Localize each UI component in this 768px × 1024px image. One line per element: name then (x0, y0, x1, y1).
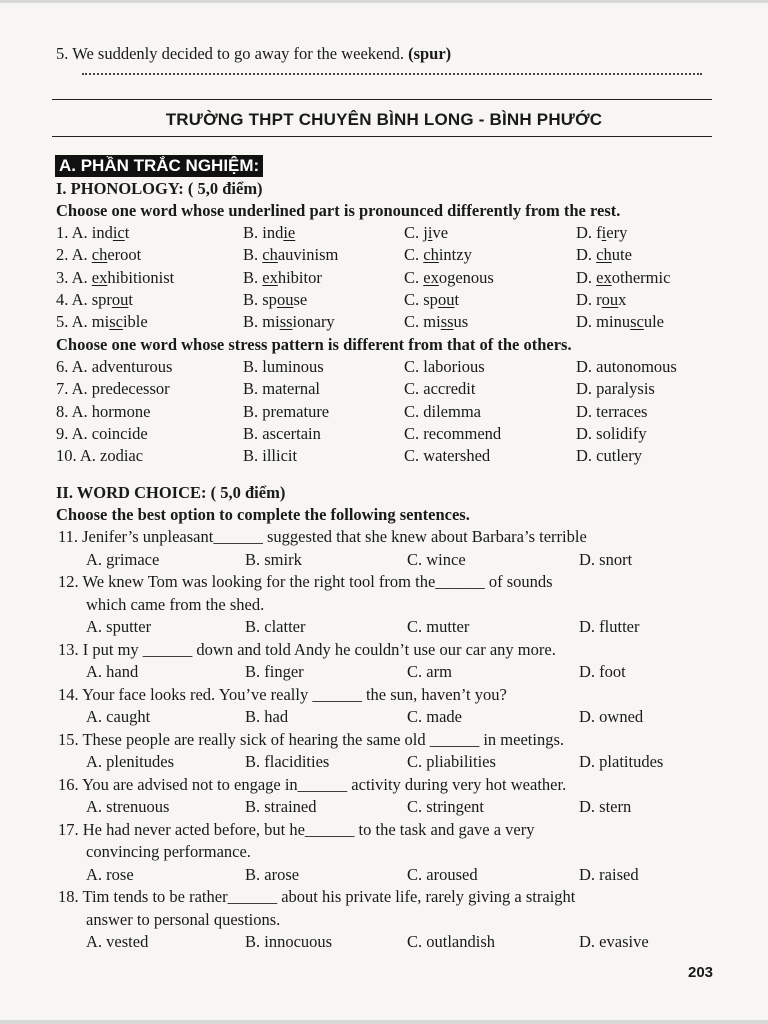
option-text: t (124, 223, 130, 242)
stress-option: D. cutlery (576, 446, 642, 466)
phonology-option (56, 223, 129, 243)
option-text: auvinism (277, 245, 339, 265)
answer-option: C. made (407, 707, 462, 726)
answer-option: D. raised (579, 864, 639, 884)
answer-option: D. stern (579, 797, 632, 816)
answer-option: B. strained (245, 797, 317, 816)
underlined-part: sc (109, 312, 123, 332)
option-text: intzy (438, 245, 472, 265)
question-stem: 13. I put my ______ down and told Andy he couldn’t use our car any more. (58, 639, 556, 659)
option-text: hibitor (277, 267, 322, 287)
option-text: B. ind (243, 223, 284, 242)
option-text: C. sp (404, 289, 438, 309)
answer-option: A. strenuous (86, 797, 170, 816)
stress-option: C. accredit (404, 379, 476, 399)
option-text: us (453, 312, 469, 332)
answer-option: B. innocuous (245, 932, 333, 951)
stress-option: C. recommend (404, 423, 502, 443)
stress-option: C. laborious (404, 357, 485, 376)
stress-option: B. luminous (243, 357, 324, 376)
option-text: se (293, 289, 308, 309)
answer-option: B. finger (245, 662, 304, 681)
option-text: C. (404, 245, 424, 265)
phonology-option (243, 245, 338, 265)
option-text: ule (643, 312, 665, 332)
underlined-part: ch (91, 245, 108, 265)
stress-option: B. premature (243, 401, 330, 421)
option-text: x (618, 289, 627, 309)
stress-option: 6. A. adventurous (56, 357, 173, 376)
answer-option: C. wince (407, 549, 466, 569)
answer-option: C. stringent (407, 797, 484, 816)
underlined-part: ch (423, 245, 439, 265)
answer-option: B. smirk (245, 549, 302, 569)
answer-option: C. mutter (407, 617, 470, 636)
underlined-part: i (427, 223, 433, 242)
answer-option: A. grimace (86, 549, 160, 569)
option-text: 1. A. ind (56, 223, 113, 242)
phonology-instruction-1: Choose one word whose underlined part is pronounced differently from the rest. (56, 201, 621, 220)
phonology-option (576, 223, 627, 243)
option-text: ute (611, 245, 632, 265)
answer-option: A. sputter (86, 617, 152, 636)
phonology-option (56, 312, 148, 332)
phonology-option (404, 245, 472, 265)
question-stem: 15. These people are really sick of hearing the same old ______ in meetings. (58, 729, 565, 749)
option-text: D. (576, 267, 597, 287)
option-text: t (454, 289, 460, 309)
answer-option: A. caught (86, 707, 151, 726)
stress-option: B. maternal (243, 379, 320, 399)
answer-option: A. vested (86, 932, 149, 951)
underlined-part: ch (596, 245, 612, 265)
phonology-option (576, 312, 664, 332)
answer-option: D. flutter (579, 617, 640, 636)
option-text: othermic (611, 267, 671, 287)
underlined-part: ch (262, 245, 278, 265)
stress-option: C. watershed (404, 446, 491, 466)
word-choice-instruction: Choose the best option to complete the following sentences. (56, 505, 470, 524)
option-text: B. (243, 267, 263, 287)
option-text: 5. A. mi (56, 312, 110, 332)
answer-option: C. arm (407, 662, 452, 681)
answer-option: B. clatter (245, 617, 306, 636)
answer-option: B. flacidities (245, 752, 330, 771)
stress-option: 7. A. predecessor (56, 379, 170, 399)
phonology-option (576, 290, 626, 310)
answer-option: C. pliabilities (407, 752, 496, 771)
phonology-instruction-2: Choose one word whose stress pattern is different from that of the others. (56, 335, 572, 354)
option-text: 4. A. spr (56, 289, 112, 309)
underlined-part: ic (112, 223, 125, 242)
top-question: 5. We suddenly decided to go away for the weekend. (spur) (56, 44, 452, 63)
option-text: D. f (576, 223, 602, 242)
option-text: t (128, 289, 134, 309)
answer-option: D. evasive (579, 932, 649, 951)
question-continuation: which came from the shed. (86, 594, 265, 614)
answer-option: B. arose (245, 864, 300, 884)
option-text: D. (576, 245, 597, 265)
option-text: C. j (404, 223, 428, 242)
underlined-part: ie (283, 223, 296, 242)
question-stem: 17. He had never acted before, but he______ to the task and gave a very (58, 819, 535, 839)
phonology-option (56, 245, 141, 265)
underlined-part: ex (423, 267, 439, 287)
underlined-part: ex (262, 267, 278, 287)
option-text: ible (122, 312, 148, 332)
page-number: 203 (688, 964, 714, 981)
stress-option: 9. A. coincide (56, 423, 148, 443)
phonology-option (243, 223, 295, 243)
stress-option: B. illicit (243, 446, 298, 466)
word-choice-heading: II. WORD CHOICE: ( 5,0 điểm) (56, 483, 286, 502)
phonology-option (576, 245, 632, 265)
option-text: B. (243, 245, 263, 265)
stress-option: 10. A. zodiac (56, 446, 144, 466)
underlined-part: ou (111, 289, 129, 309)
option-text: ery (606, 223, 628, 242)
option-text: ve (432, 223, 449, 242)
phonology-option (243, 290, 307, 310)
phonology-option (243, 268, 322, 288)
question-stem: 11. Jenifer’s unpleasant______ suggested that she knew about Barbara’s terrible (58, 527, 587, 546)
phonology-option (243, 312, 335, 332)
divider-bottom (52, 136, 712, 137)
underlined-part: ss (440, 312, 454, 332)
answer-option: C. outlandish (407, 932, 496, 951)
option-text: ogenous (438, 267, 494, 287)
option-text: hibitionist (107, 267, 175, 287)
school-title: TRƯỜNG THPT CHUYÊN BÌNH LONG - BÌNH PHƯỚC (165, 110, 603, 129)
question-continuation: convincing performance. (86, 842, 251, 861)
stress-option: D. paralysis (576, 379, 655, 399)
answer-option: D. platitudes (579, 752, 664, 771)
question-stem: 14. Your face looks red. You’ve really ______ the sun, haven’t you? (58, 684, 507, 704)
option-text: B. sp (243, 289, 277, 309)
answer-option: A. rose (86, 864, 134, 884)
stress-option: B. ascertain (243, 423, 321, 443)
question-stem: 18. Tim tends to be rather______ about his private life, rarely giving a straight (58, 887, 576, 906)
question-continuation: answer to personal questions. (86, 909, 281, 929)
question-stem: 12. We knew Tom was looking for the right tool from the______ of sounds (58, 572, 553, 591)
option-text: 2. A. (56, 245, 92, 265)
stress-option: D. autonomous (576, 357, 677, 376)
phonology-option (404, 223, 448, 243)
scan-edge-bottom (0, 1020, 768, 1024)
option-text: B. mi (243, 312, 280, 332)
underlined-part: ss (279, 312, 293, 332)
underlined-part: ou (437, 289, 455, 309)
divider-top (52, 99, 712, 100)
answer-option: B. had (245, 707, 289, 726)
answer-option: D. owned (579, 707, 644, 726)
phonology-heading: I. PHONOLOGY: ( 5,0 điểm) (56, 179, 263, 198)
answer-dotted-line (82, 63, 702, 75)
stress-option: C. dilemma (404, 401, 481, 421)
phonology-option (404, 312, 468, 332)
phonology-option (576, 268, 670, 288)
underlined-part: ex (596, 267, 612, 287)
phonology-option (404, 268, 494, 288)
phonology-option (56, 290, 133, 310)
stress-option: D. terraces (576, 401, 648, 421)
option-text: C. (404, 267, 424, 287)
underlined-part: i (601, 223, 607, 242)
answer-option: A. hand (86, 662, 139, 681)
option-text: D. minu (576, 312, 631, 332)
answer-option: D. foot (579, 662, 626, 681)
option-text: 3. A. (56, 267, 92, 287)
underlined-part: ou (276, 289, 294, 309)
option-text: eroot (107, 245, 142, 265)
option-text: C. mi (404, 312, 441, 332)
phonology-option (56, 268, 174, 288)
stress-option: 8. A. hormone (56, 401, 151, 421)
option-text: ionary (292, 312, 335, 332)
answer-option: D. snort (579, 549, 633, 569)
stress-option: D. solidify (576, 423, 647, 443)
phonology-option (404, 290, 459, 310)
option-text: D. r (576, 289, 602, 309)
underlined-part: ex (91, 267, 108, 287)
scan-edge-top (0, 0, 768, 3)
answer-option: A. plenitudes (86, 752, 174, 771)
underlined-part: sc (630, 312, 644, 332)
underlined-part: ou (601, 289, 619, 309)
answer-option: C. aroused (407, 864, 478, 884)
section-a-label: A. PHẦN TRẮC NGHIỆM: (55, 155, 263, 177)
question-stem: 16. You are advised not to engage in______ activity during very hot weather. (58, 774, 567, 794)
